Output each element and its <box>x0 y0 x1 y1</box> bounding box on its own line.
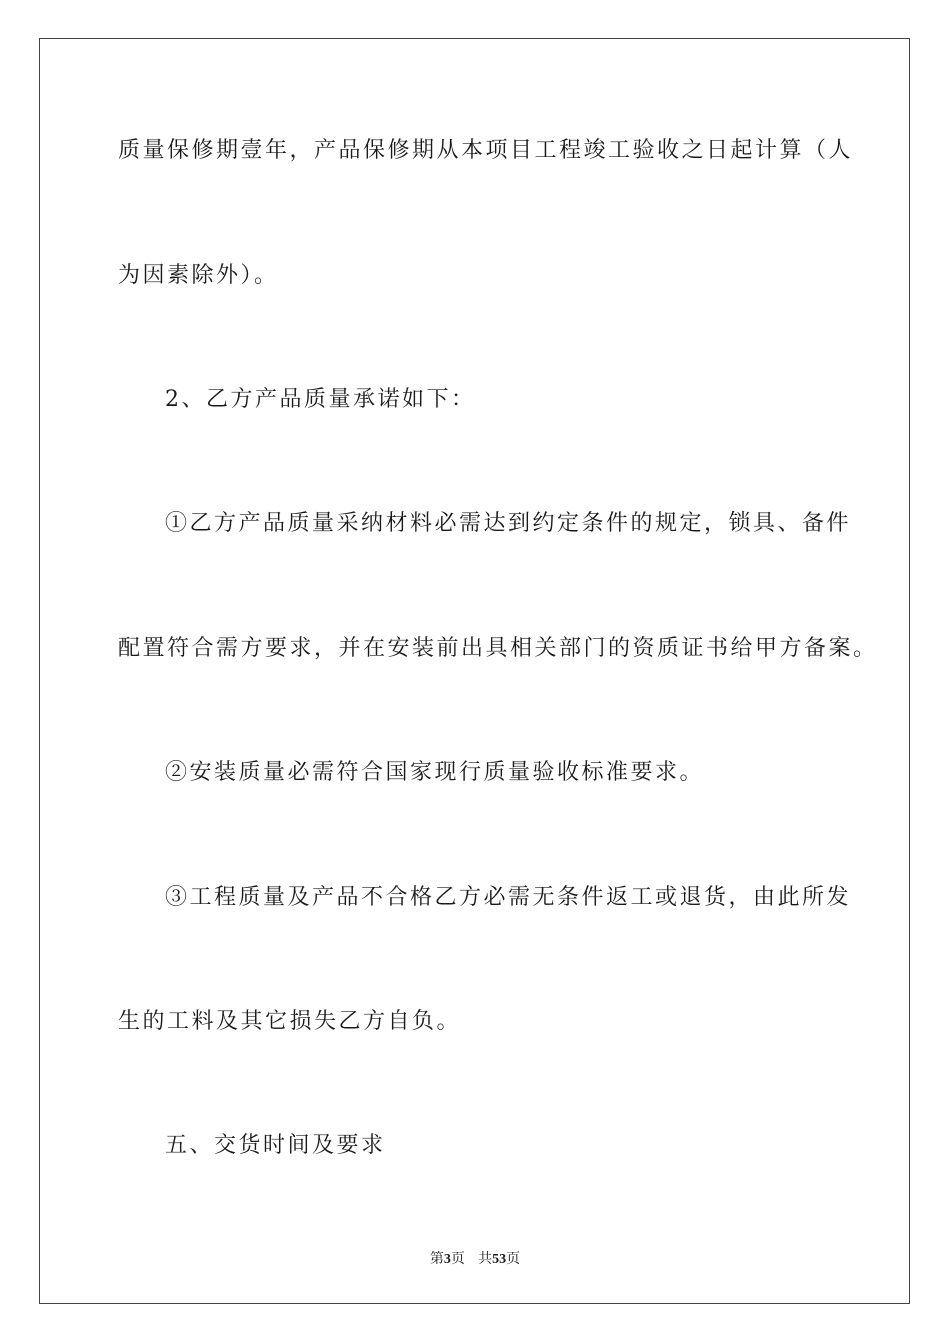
section-heading: 五、交货时间及要求 <box>165 1133 386 1158</box>
paragraph-line: 为因素除外）。 <box>118 263 279 288</box>
paragraph-line: ②安装质量必需符合国家现行质量验收标准要求。 <box>165 760 705 785</box>
section-heading: 2、乙方产品质量承诺如下： <box>165 387 476 412</box>
footer-suffix: 页 <box>506 1251 521 1267</box>
page-footer <box>0 1248 950 1268</box>
current-page-number: 3 <box>443 1252 451 1267</box>
paragraph-line: ①乙方产品质量采纳材料必需达到约定条件的规定，锁具、备件 <box>165 511 852 536</box>
total-pages-number: 53 <box>492 1252 507 1267</box>
page-frame <box>39 38 910 1304</box>
footer-prefix: 第 <box>429 1251 444 1267</box>
paragraph-line: 配置符合需方要求，并在安装前出具相关部门的资质证书给甲方备案。 <box>118 636 878 661</box>
footer-middle: 页 共 <box>450 1251 493 1267</box>
paragraph-line: 生的工料及其它损失乙方自负。 <box>118 1009 462 1034</box>
paragraph-line: ③工程质量及产品不合格乙方必需无条件返工或退货，由此所发 <box>165 885 852 910</box>
paragraph-line: 质量保修期壹年，产品保修期从本项目工程竣工验收之日起计算（人 <box>118 138 854 163</box>
